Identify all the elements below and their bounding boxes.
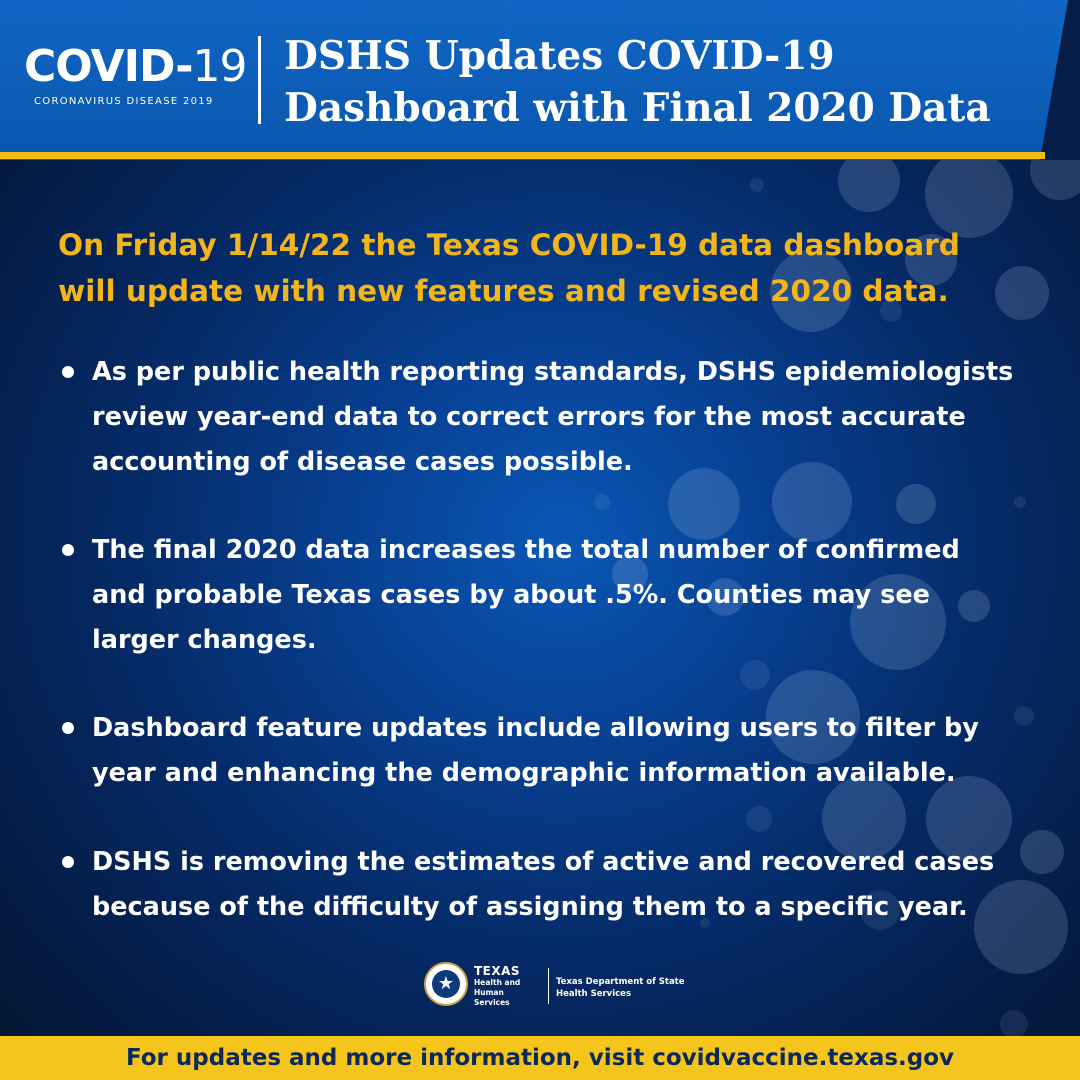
decor-circle bbox=[1000, 1010, 1028, 1038]
hhs-org-name bbox=[474, 964, 544, 1008]
bullet-line: As per public health reporting standards, DSHS epidemiologists bbox=[92, 357, 1014, 387]
logo-divider bbox=[548, 968, 549, 1004]
dshs-dept-line-1: Texas Department of State bbox=[556, 977, 685, 987]
dshs-dept-name bbox=[556, 976, 686, 1000]
texas-hhs-dshs-logo bbox=[424, 960, 685, 1010]
hhs-org-line-1: Health and Human bbox=[474, 978, 521, 997]
bullet-item-feature-updates bbox=[58, 706, 1048, 796]
footer-info-text: For updates and more information, visit covidvaccine.texas.gov bbox=[125, 1045, 955, 1071]
bullet-line: review year-end data to correct errors for the most accurate bbox=[92, 402, 966, 432]
bullet-dot-icon bbox=[62, 722, 74, 734]
header-banner bbox=[0, 0, 1080, 160]
footer-bar bbox=[0, 1036, 1080, 1080]
bullet-dot-icon bbox=[62, 856, 74, 868]
dshs-dept-line-2: Health Services bbox=[556, 989, 631, 999]
bullet-text bbox=[58, 840, 1048, 930]
bullet-item-final-data bbox=[58, 528, 1048, 663]
bullet-line: year and enhancing the demographic information available. bbox=[92, 758, 956, 788]
bullet-item-removing-estimates bbox=[58, 840, 1048, 930]
bullet-item-review bbox=[58, 350, 1048, 485]
bullet-dot-icon bbox=[62, 366, 74, 378]
header-divider bbox=[258, 36, 261, 124]
page-title bbox=[284, 30, 1044, 134]
covid19-logo bbox=[24, 41, 247, 112]
star-icon: ★ bbox=[432, 970, 460, 998]
bullet-text bbox=[58, 350, 1048, 485]
texas-seal-icon bbox=[424, 962, 468, 1006]
logo-subtitle: CORONAVIRUS DISEASE 2019 bbox=[34, 96, 214, 107]
bullet-line: DSHS is removing the estimates of active and recovered cases bbox=[92, 847, 995, 877]
bullet-line: and probable Texas cases by about .5%. Counties may see bbox=[92, 580, 930, 610]
bullet-text bbox=[58, 528, 1048, 663]
bullet-line: larger changes. bbox=[92, 625, 317, 655]
decor-circle bbox=[896, 484, 936, 524]
decor-circle bbox=[1014, 496, 1026, 508]
page-title-line-1: DSHS Updates COVID-19 bbox=[284, 33, 835, 79]
bullet-line: Dashboard feature updates include allowing users to filter by bbox=[92, 713, 979, 743]
logo-main-text bbox=[24, 42, 247, 92]
hhs-org-texas: TEXAS bbox=[474, 964, 521, 978]
bullet-text bbox=[58, 706, 1048, 796]
lead-line-1: On Friday 1/14/22 the Texas COVID-19 data dashboard bbox=[58, 228, 960, 262]
header-yellow-stripe bbox=[0, 152, 1045, 159]
lead-line-2: will update with new features and revised 2020 data. bbox=[58, 274, 949, 308]
lead-announcement bbox=[58, 222, 1048, 314]
bullet-dot-icon bbox=[62, 544, 74, 556]
bullet-line: because of the difficulty of assigning them to a specific year. bbox=[92, 892, 968, 922]
bullet-line: The final 2020 data increases the total number of confirmed bbox=[92, 535, 960, 565]
logo-covid-text: COVID- bbox=[24, 41, 193, 92]
hhs-org-line-2: Services bbox=[474, 998, 510, 1007]
decor-circle bbox=[746, 806, 772, 832]
decor-circle bbox=[740, 660, 770, 690]
decor-circle bbox=[594, 494, 610, 510]
header-corner-accent bbox=[1040, 0, 1080, 160]
bullet-line: accounting of disease cases possible. bbox=[92, 447, 633, 477]
page-title-line-2: Dashboard with Final 2020 Data bbox=[284, 85, 991, 131]
logo-number-text: 19 bbox=[192, 41, 247, 92]
decor-circle bbox=[750, 178, 764, 192]
